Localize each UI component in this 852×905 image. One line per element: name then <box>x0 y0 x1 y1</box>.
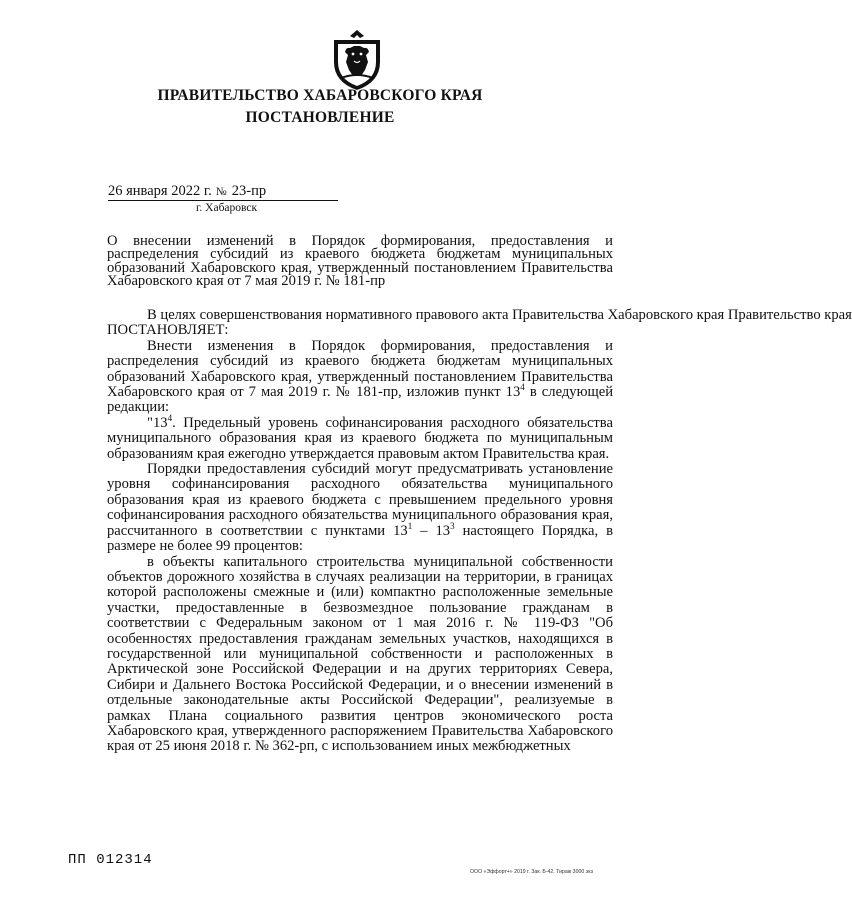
point-13-4-paragraph <box>107 412 613 462</box>
printer-imprint: ООО «Эффорт+» 2019 г. Зак. Б-42. Тираж 3000 экз <box>470 869 594 875</box>
government-title: ПРАВИТЕЛЬСТВО ХАБАРОВСКОГО КРАЯ <box>157 87 483 104</box>
point-superscript: 4 <box>167 412 173 423</box>
point-ref-superscript-1: 1 <box>407 520 413 531</box>
subsidy-order-text: Порядки предоставления субсидий могут предусматривать установление уровня софинансирования расходного обязательства муниципального образования края из краевого бюджета с превышением предельного уровня софинансирования расходного обязательства муниципального образования края, рассчитанного в соответствии с пунктами 13 <box>107 461 613 539</box>
point-number: "13 <box>147 414 168 431</box>
document-body <box>107 307 852 755</box>
preamble-paragraph: В целях совершенствования нормативного правового акта Правительства Хабаровского края Правительство края <box>147 307 852 323</box>
form-code: ПП 012314 <box>68 852 153 868</box>
amendment-text: Внести изменения в Порядок формирования, предоставления и распределения субсидий из краевого бюджета бюджетам муниципальных образований Хабаровского края, утвержденный постановлением Правительства Хабаровского края от 7 мая 2019 г. № 181-пр, изложив пункт 13 <box>107 337 613 401</box>
capital-construction-paragraph: в объекты капитального строительства муниципальной собственности объектов дорожного хозяйства в случаях реализации на территории, в границах которой расположены смежные и (или) компактно расположенные земельные участки, предоставленные в безвозмездное пользование гражданам в соответствии с Федеральным законом от 1 мая 2016 г. № 119-ФЗ "Об особенностях предоставления гражданам земельных участков, находящихся в государственной или муниципальной собственности и расположенных в Арктической зоне Российской Федерации и на других территориях Севера, Сибири и Дальнего Востока Российской Федерации, и о внесении изменений в отдельные законодательные акты Российской Федерации", реализуемые в рамках Плана социального развития центров экономического роста Хабаровского края, утвержденного распоряжением Правительства Хабаровского края от 25 июня 2018 г. № 362-рп, с использованием иных межбюджетных <box>107 553 613 755</box>
amendment-paragraph <box>107 339 613 416</box>
amendment-superscript: 4 <box>520 382 525 393</box>
decree-word: ПОСТАНОВЛЯЕТ: <box>107 322 229 339</box>
amendment-text-end: в следующей редакции: <box>107 384 614 416</box>
subsidy-order-paragraph <box>107 462 613 554</box>
number-sign: № <box>215 186 227 198</box>
document-subject: О внесении изменений в Порядок формирования, предоставления и распределения субсидий из краевого бюджета бюджетам муниципальных образований Хабаровского края, утвержденный постановлением Правительства Хабаровского края от 7 мая 2019 г. № 181-пр <box>107 233 613 290</box>
point-range-text: – 13 <box>412 522 451 539</box>
document-number: 23-пр <box>231 183 267 199</box>
subsidy-order-text-end: настоящего Порядка, в размере не более 99 процентов: <box>107 522 614 555</box>
point-ref-superscript-3: 3 <box>450 520 455 531</box>
coat-of-arms-icon <box>328 28 386 92</box>
document-type: ПОСТАНОВЛЕНИЕ <box>245 109 395 126</box>
document-city: г. Хабаровск <box>196 202 258 214</box>
document-date: 26 января 2022 г. <box>108 183 212 199</box>
point-text: . Предельный уровень софинансирования расходного обязательства муниципального образования края из краевого бюджета по муниципальным образованиям края ежегодно утверждается правовым актом Правительства края. <box>107 414 613 462</box>
document-date-number <box>108 183 338 201</box>
